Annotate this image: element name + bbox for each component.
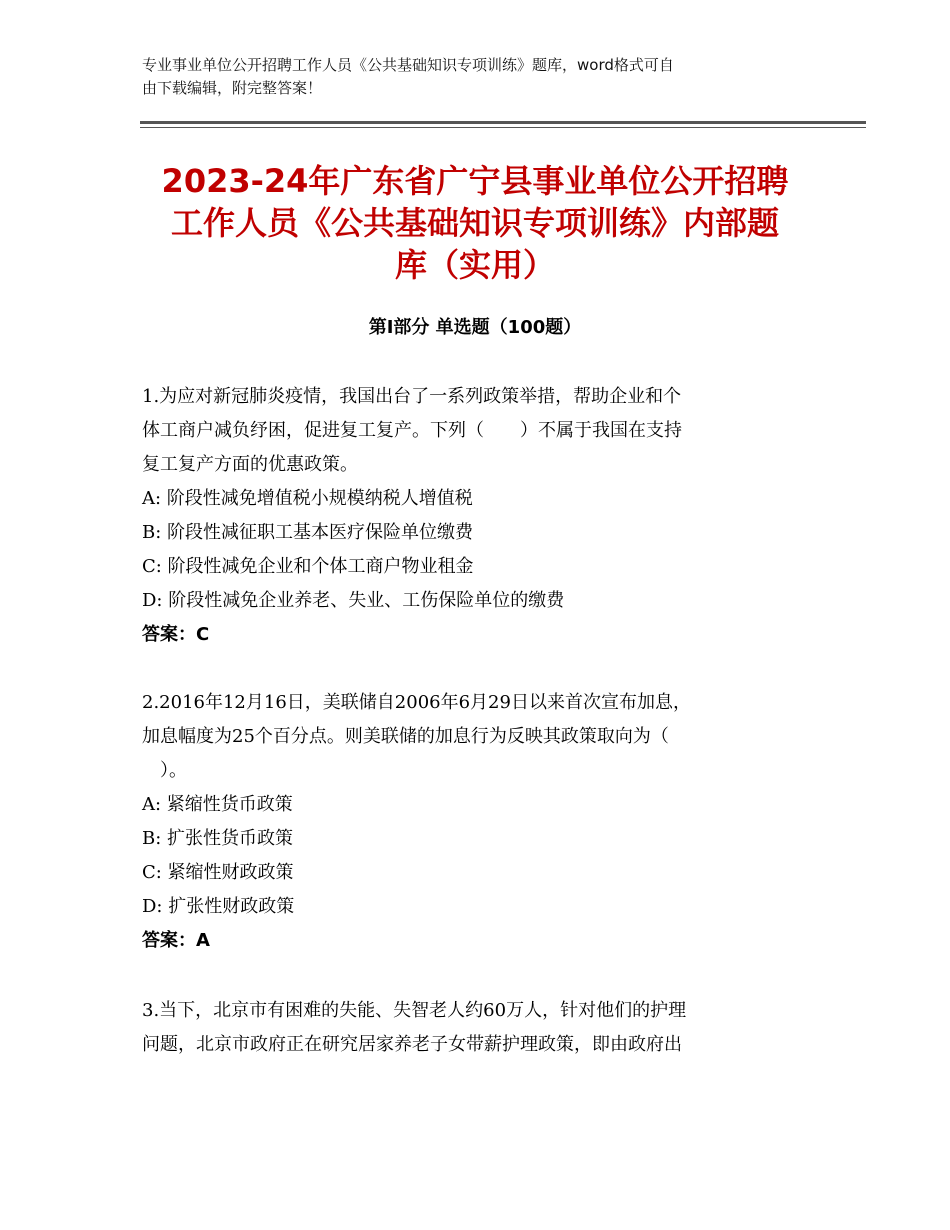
section-heading: 第Ⅰ部分 单选题（100题） bbox=[368, 317, 582, 338]
option-a: A: 紧缩性货币政策 bbox=[142, 794, 293, 815]
option-d: D: 扩张性财政政策 bbox=[142, 896, 295, 917]
answer: 答案：C bbox=[142, 624, 210, 645]
option-d: D: 阶段性减免企业养老、失业、工伤保险单位的缴费 bbox=[142, 590, 565, 611]
question-stem-line: 2.2016年12月16日，美联储自2006年6月29日以来首次宣布加息， bbox=[142, 692, 691, 713]
answer: 答案：A bbox=[142, 930, 210, 951]
question-stem-line: 加息幅度为25个百分点。则美联储的加息行为反映其政策取向为（ bbox=[142, 726, 669, 747]
title-line: 2023-24年广东省广宁县事业单位公开招聘 bbox=[161, 162, 789, 200]
option-c: C: 紧缩性财政政策 bbox=[142, 862, 294, 883]
option-b: B: 阶段性减征职工基本医疗保险单位缴费 bbox=[142, 522, 474, 543]
header-divider-thin bbox=[140, 127, 866, 128]
question-2 bbox=[142, 686, 812, 958]
header-note bbox=[142, 54, 802, 100]
question-stem-line: 问题，北京市政府正在研究居家养老子女带薪护理政策，即由政府出 bbox=[142, 1034, 682, 1055]
question-stem-line: ）。 bbox=[142, 760, 187, 781]
header-divider-thick bbox=[140, 121, 866, 124]
header-note-line: 专业事业单位公开招聘工作人员《公共基础知识专项训练》题库，word格式可自 bbox=[142, 56, 674, 74]
header-note-line: 由下载编辑，附完整答案！ bbox=[142, 79, 323, 97]
document-title bbox=[140, 160, 810, 286]
question-3 bbox=[142, 994, 812, 1062]
question-stem-line: 3.当下，北京市有困难的失能、失智老人约60万人，针对他们的护理 bbox=[142, 1000, 687, 1021]
question-stem-line: 复工复产方面的优惠政策。 bbox=[142, 454, 358, 475]
question-1 bbox=[142, 380, 812, 652]
question-stem-line: 1.为应对新冠肺炎疫情，我国出台了一系列政策举措，帮助企业和个 bbox=[142, 386, 682, 407]
option-b: B: 扩张性货币政策 bbox=[142, 828, 294, 849]
title-line: 库（实用） bbox=[394, 246, 555, 284]
question-stem-line: 体工商户减负纾困，促进复工复产。下列（ ）不属于我国在支持 bbox=[142, 420, 682, 441]
option-c: C: 阶段性减免企业和个体工商户物业租金 bbox=[142, 556, 474, 577]
title-line: 工作人员《公共基础知识专项训练》内部题 bbox=[170, 204, 779, 242]
option-a: A: 阶段性减免增值税小规模纳税人增值税 bbox=[142, 488, 473, 509]
